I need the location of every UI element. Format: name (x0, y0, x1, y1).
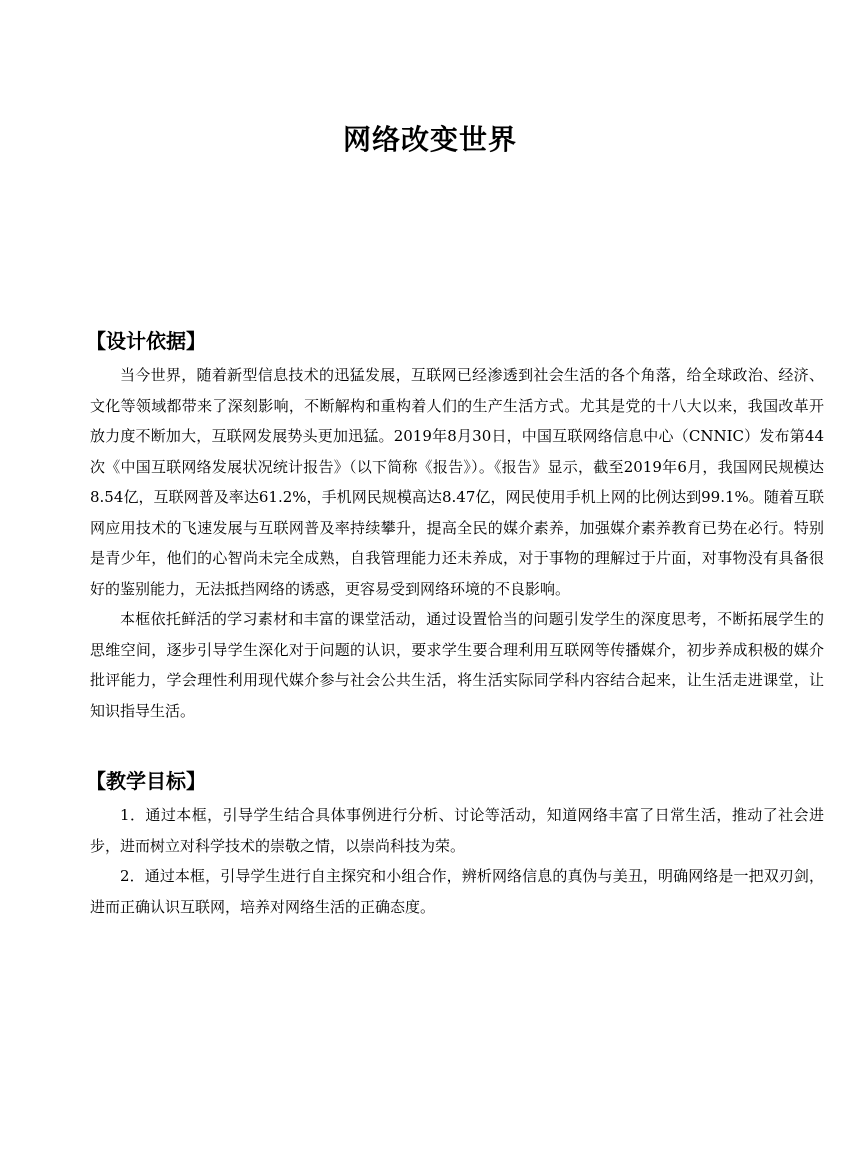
paragraph: 1．通过本框，引导学生结合具体事例进行分析、讨论等活动，知道网络丰富了日常生活，推动了社会进步，进而树立对科学技术的崇敬之情，以崇尚科技为荣。 (90, 806, 824, 855)
paragraph: 当今世界，随着新型信息技术的迅猛发展，互联网已经渗透到社会生活的各个角落，给全球政治、经济、文化等领域都带来了深刻影响，不断解构和重构着人们的生产生活方式。尤其是党的十八大以来，我国改革开放力度不断加大，互联网发展势头更加迅猛。2019年8月30日，中国互联网络信息中心（CNNIC）发布第44次《中国互联网络发展状况统计报告》（以下简称《报告》）。《报告》显示，截至2019年6月，我国网民规模达8.54亿，互联网普及率达61.2%，手机网民规模高达8.47亿，网民使用手机上网的比例达到99.1%。随着互联网应用技术的飞速发展与互联网普及率持续攀升，提高全民的媒介素养，加强媒介素养教育已势在必行。特别是青少年，他们的心智尚未完全成熟，自我管理能力还未养成，对于事物的理解过于片面，对事物没有具备很好的鉴别能力，无法抵挡网络的诱惑，更容易受到网络环境的不良影响。 (90, 366, 824, 598)
paragraph: 2．通过本框，引导学生进行自主探究和小组合作，辨析网络信息的真伪与美丑，明确网络是一把双刃剑，进而正确认识互联网，培养对网络生活的正确态度。 (90, 867, 824, 916)
section-heading: 【设计依据】 (86, 329, 206, 353)
document-title: 网络改变世界 (342, 123, 517, 156)
section-heading: 【教学目标】 (86, 769, 206, 793)
section-design-basis (86, 326, 824, 726)
paragraph: 本框依托鲜活的学习素材和丰富的课堂活动，通过设置恰当的问题引发学生的深度思考，不断拓展学生的思维空间，逐步引导学生深化对于问题的认识，要求学生要合理利用互联网等传播媒介，初步养成积极的媒介批评能力，学会理性利用现代媒介参与社会公共生活，将生活实际同学科内容结合起来，让生活走进课堂，让知识指导生活。 (90, 610, 824, 720)
section-teaching-goals (86, 766, 824, 922)
